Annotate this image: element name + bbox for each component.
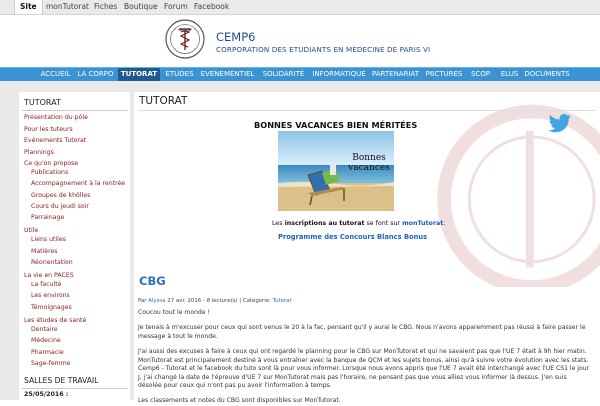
- nav-item-accueil[interactable]: ACCUEIL: [40, 70, 71, 78]
- vacation-banner-image[interactable]: [278, 131, 394, 211]
- sidebar-link-accompagnement[interactable]: Accompagnement à la rentrée: [31, 180, 126, 187]
- nav-item-documents[interactable]: DOCUMENTS: [524, 70, 570, 78]
- topbar-tab-montutorat[interactable]: monTutorat: [46, 2, 89, 11]
- sidebar-heading: TUTORAT: [24, 98, 61, 107]
- programme-concours-link[interactable]: Programme des Concours Blancs Bonus: [278, 233, 428, 241]
- nav-item-tutorat[interactable]: TUTORAT: [118, 68, 160, 81]
- post-paragraph: Coucou tout le monde !: [138, 309, 210, 316]
- sidebar-link-temoignages[interactable]: Témoignages: [31, 304, 72, 311]
- banner-title: BONNES VACANCES BIEN MÉRITÉES: [254, 120, 418, 130]
- nav-item-evenementiel[interactable]: EVENEMENTIEL: [200, 70, 255, 78]
- site-title[interactable]: CEMP6: [216, 30, 256, 44]
- sidebar-link-ce-quon-propose[interactable]: Ce qu'on propose: [24, 160, 79, 167]
- post-meta: [138, 298, 292, 304]
- sidebar-link-reorientation[interactable]: Réorientation: [31, 259, 73, 266]
- post-paragraph: Les classements et notes du CBG sont disponibles sur MonTutorat.: [138, 397, 341, 404]
- nav-item-scop[interactable]: SCOP: [470, 70, 491, 78]
- sidebar-link-faculte[interactable]: La faculté: [31, 281, 62, 288]
- sidebar-link-publications[interactable]: Publications: [31, 169, 69, 176]
- nav-item-etudes[interactable]: ETUDES: [165, 70, 194, 78]
- insc-bold: inscriptions au tutorat: [284, 220, 365, 227]
- banner-image-text: Bonnes vacances: [348, 153, 390, 173]
- nav-item-la-corpo[interactable]: LA CORPO: [77, 70, 114, 78]
- nav-item-partenariat[interactable]: PARTENARIAT: [371, 70, 420, 78]
- sidebar-link-utile[interactable]: Utile: [24, 227, 39, 234]
- insc-end: .: [443, 220, 446, 227]
- topbar-tab-forum[interactable]: Forum: [164, 2, 188, 11]
- post-paragraph: Je tenais à m'excuser pour ceux qui sont venus le 20 à la fac, pensant qu'il y aurai le CBG. Nous n'avons apparemment pas réussi à faire passer le message à tout le monde.: [138, 324, 586, 340]
- sidebar-link-tuteurs[interactable]: Pour les tuteurs: [24, 126, 73, 133]
- insc-pre: Les: [272, 220, 285, 227]
- topbar-tab-fiches[interactable]: Fiches: [94, 2, 118, 11]
- title-divider: [138, 110, 596, 111]
- sidebar-link-sage-femme[interactable]: Sage-femme: [31, 360, 71, 367]
- sidebar-link-evenements[interactable]: Evénements Tutorat: [24, 137, 87, 144]
- meta-pre: Par: [138, 298, 149, 304]
- post-paragraph: J'ai aussi des excuses à faire à ceux qui ont regardé le planning pour le CBG sur MonTutorat et qui ne savaient pas que l'UE 7 était à 9h hier matin. MonTutorat est principalement destiné à vous entraîner avec la banque de QCM et les sujets bonus, ainsi qu'à suivre votre évolution avec les stats. Cemp6 - Tutorat et le facebook du tuto sont là pour vous informer. Lorsque nous avons appris que l'UE 7 avait été interchangé avec l'UE CS1 le jour J, j'ai changé la date de l'épreuve d'UE 7 sur MonTutorat mais pas l'horaire, ne pensant pas que vous alliez vous informer là dessus. J'en suis désolée pour ceux qui n'ont pas pu avoir l'information à temps.: [138, 348, 590, 389]
- salles-date: 25/05/2016 :: [24, 391, 69, 398]
- sidebar-link-matieres[interactable]: Matières: [31, 248, 58, 255]
- topbar-tab-boutique[interactable]: Boutique: [124, 2, 158, 11]
- page-title: TUTORAT: [139, 95, 188, 107]
- main-nav: [0, 67, 600, 82]
- site-header: [0, 15, 600, 67]
- sidebar-link-environs[interactable]: Les environs: [31, 292, 70, 299]
- nav-item-informatique[interactable]: INFORMATIQUE: [312, 70, 366, 78]
- sidebar-link-dentaire[interactable]: Dentaire: [31, 326, 58, 333]
- salles-heading: SALLES DE TRAVAIL: [24, 376, 99, 385]
- nav-item-p6ctures[interactable]: P6CTURES: [425, 70, 463, 78]
- sidebar-link-medecine[interactable]: Médecine: [31, 337, 61, 344]
- sidebar-link-kholles[interactable]: Groupes de khôlles: [31, 192, 91, 199]
- twitter-icon[interactable]: [548, 114, 572, 134]
- post-reads: 8 lecture(s): [206, 298, 238, 304]
- nav-item-elus[interactable]: ELUS: [500, 70, 519, 78]
- post-category-link[interactable]: Tutorat: [272, 298, 292, 304]
- montutorat-link[interactable]: monTutorat: [402, 220, 444, 227]
- post-title[interactable]: CBG: [139, 274, 166, 288]
- sidebar-link-liens-utiles[interactable]: Liens utiles: [31, 236, 66, 243]
- sidebar-divider: [22, 388, 128, 389]
- site-subtitle: CORPORATION DES ETUDIANTS EN MÉDECINE DE PARIS VI: [216, 45, 431, 54]
- topbar-tab-site[interactable]: Site: [14, 0, 43, 14]
- sidebar-link-jeudi-soir[interactable]: Cours du jeudi soir: [31, 203, 89, 210]
- sidebar-link-plannings[interactable]: Plannings: [24, 149, 54, 156]
- nav-item-solidarite[interactable]: SOLIDARITÉ: [262, 70, 305, 78]
- sidebar-link-parrainage[interactable]: Parrainage: [31, 214, 65, 221]
- sidebar-link-presentation[interactable]: Présentation du pôle: [24, 114, 88, 121]
- post-author-link[interactable]: Alyssa: [148, 298, 166, 304]
- top-bar: [0, 0, 600, 15]
- inscriptions-text: [272, 220, 445, 227]
- sidebar-link-vie-paces[interactable]: La vie en PACES: [24, 272, 74, 279]
- sidebar-divider: [22, 110, 128, 111]
- post-date: 27 avr. 2016 -: [165, 298, 207, 304]
- post-category-label: | Catégorie:: [237, 298, 273, 304]
- cemp6-logo-icon[interactable]: [165, 19, 205, 59]
- sidebar-link-pharmacie[interactable]: Pharmacie: [31, 349, 64, 356]
- sidebar-link-etudes-sante[interactable]: Les études de santé: [24, 317, 87, 324]
- insc-mid: se font sur: [364, 220, 403, 227]
- topbar-tab-facebook[interactable]: Facebook: [194, 2, 230, 11]
